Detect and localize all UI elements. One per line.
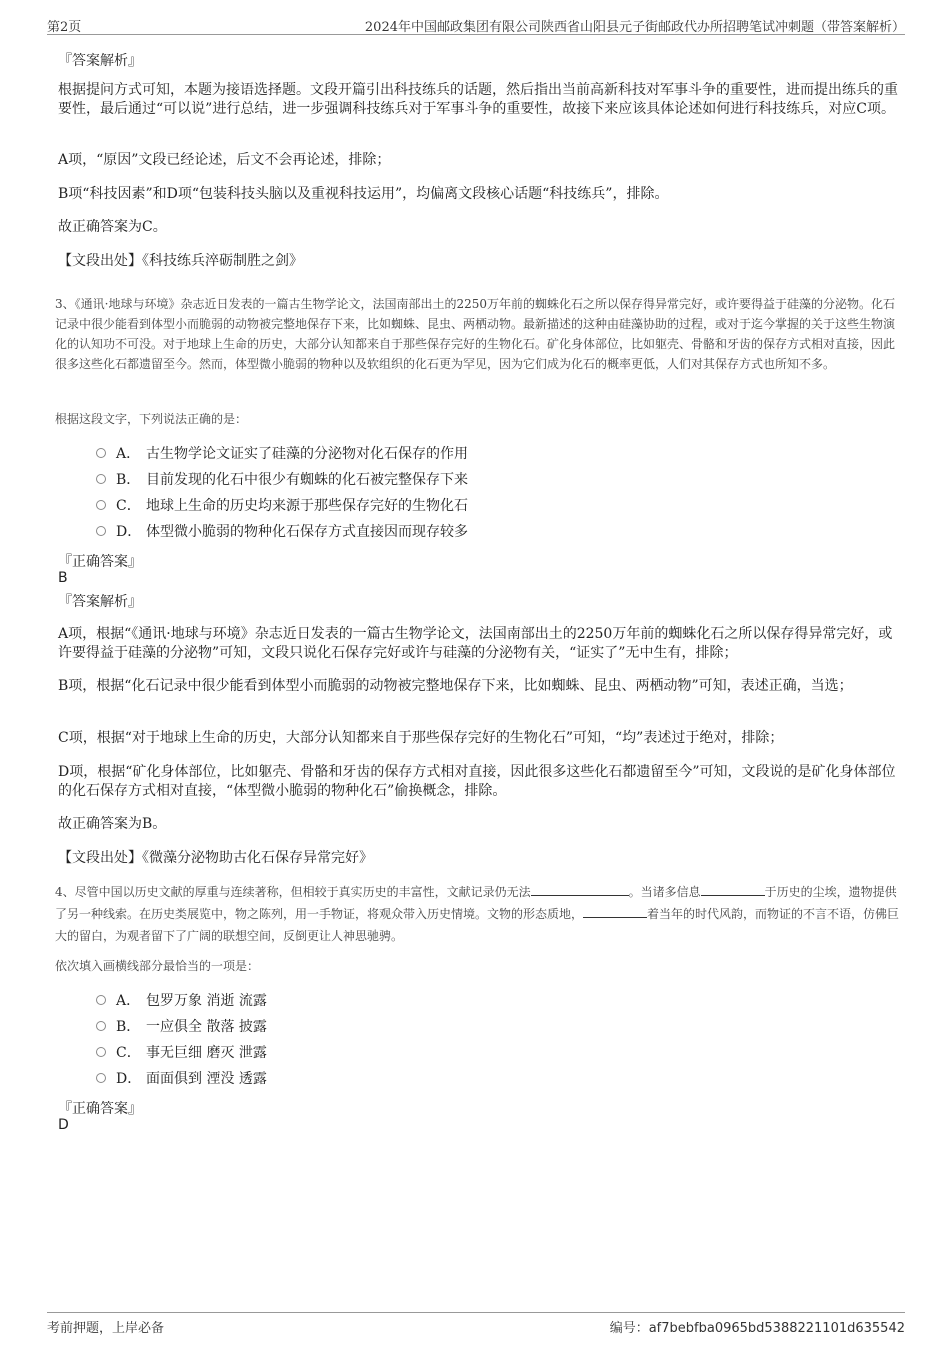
q4-question: 依次填入画横线部分最恰当的一项是： bbox=[55, 959, 260, 973]
q2-option-a-note: A项，“原因”文段已经论述，后文不会再论述，排除； bbox=[58, 152, 391, 168]
q2-source: 【文段出处】《科技练兵淬砺制胜之剑》 bbox=[58, 253, 303, 269]
q2-option-bd-note: B项“科技因素”和D项“包装科技头脑以及重视科技运用”，均偏离文段核心话题“科技练兵”，排除。 bbox=[58, 186, 669, 202]
q2-analysis: 根据提问方式可知，本题为接语选择题。文段开篇引出科技练兵的话题，然后指出当前高新科技对军事斗争的重要性，进而提出练兵的重要性，最后通过“可以说”进行总结，进一步强调科技练兵对于军事斗争的重要性，故接下来应该具体论述如何进行科技练兵，对应C项。 bbox=[58, 82, 898, 117]
q3-analysis-b: B项，根据“化石记录中很少能看到体型小而脆弱的动物被完整地保存下来，比如蜘蛛、昆虫、两栖动物”可知，表述正确，当选； bbox=[58, 678, 853, 694]
q3-answer: B bbox=[58, 570, 68, 586]
radio-icon[interactable] bbox=[96, 526, 106, 536]
q3-stem: 3、《通讯·地球与环境》杂志近日发表的一篇古生物学论文，法国南部出土的2250万年前的蜘蛛化石之所以保存得异常完好，或许要得益于硅藻的分泌物。化石记录中很少能看到体型小而脆弱的动物被完整地保存下来，比如蜘蛛、昆虫、两栖动物。最新描述的这种由硅藻协助的过程，或对于迄今掌握的关于这些生物演化的认知功不可没。对于地球上生命的历史，大部分认知都来自于那些保存完好的生物化石。矿化身体部位，比如躯壳、骨骼和牙齿的保存方式相对直接，因此很多这些化石都遗留至今。然而，体型微小脆弱的物种以及软组织的化石更为罕见，因为它们成为化石的概率更低，人们对其保存方式也所知不多。 bbox=[55, 297, 896, 371]
page-footer bbox=[47, 1312, 905, 1335]
q4-stem: 4、尽管中国以历史文献的厚重与连续著称，但相较于真实历史的丰富性，文献记录仍无法 。当诸多信息 于历史的尘埃，遗物提供了另一种线索。在历史类展览中，物之陈列，用一手物证，将观众带入历史情境。文物的形态质地， 着当年的时代风韵，而物证的不言不语，仿佛巨大的留白，为观者留下了广阔的联想空间，反倒更让人神思驰骋。 bbox=[55, 885, 900, 943]
q2-analysis-label: 『答案解析』 bbox=[58, 53, 142, 69]
page-header bbox=[47, 14, 905, 35]
q3-source: 【文段出处】《微藻分泌物助古化石保存异常完好》 bbox=[58, 850, 373, 866]
blank-1 bbox=[531, 883, 629, 896]
document-title: 2024年中国邮政集团有限公司陕西省山阳县元子街邮政代办所招聘笔试冲刺题（带答案解析） bbox=[364, 20, 905, 35]
q4-option-b[interactable]: B． 一应俱全 散落 披露 bbox=[96, 1017, 267, 1037]
q3-option-c[interactable]: C． 地球上生命的历史均来源于那些保存完好的生物化石 bbox=[96, 496, 468, 516]
q3-option-d[interactable]: D． 体型微小脆弱的物种化石保存方式直接因而现存较多 bbox=[96, 522, 468, 542]
q4-answer: D bbox=[58, 1117, 69, 1133]
radio-icon[interactable] bbox=[96, 1073, 106, 1083]
q3-analysis-label: 『答案解析』 bbox=[58, 594, 142, 610]
page-number: 第2页 bbox=[47, 20, 82, 35]
q4-option-d[interactable]: D． 面面俱到 湮没 透露 bbox=[96, 1069, 267, 1089]
radio-icon[interactable] bbox=[96, 1021, 106, 1031]
q3-analysis-c: C项，根据“对于地球上生命的历史，大部分认知都来自于那些保存完好的生物化石”可知，“均”表述过于绝对，排除； bbox=[58, 730, 784, 746]
blank-3 bbox=[583, 905, 647, 918]
radio-icon[interactable] bbox=[96, 474, 106, 484]
q3-analysis-a: A项，根据“《通讯·地球与环境》杂志近日发表的一篇古生物学论文，法国南部出土的2250万年前的蜘蛛化石之所以保存得异常完好，或许要得益于硅藻的分泌物”可知，文段只说化石保存完好或许与硅藻的分泌物有关，“证实了”无中生有，排除； bbox=[58, 626, 893, 661]
footer-code: 编号：af7bebfba0965bd5388221101d635542 bbox=[609, 1321, 905, 1336]
radio-icon[interactable] bbox=[96, 995, 106, 1005]
q3-option-a[interactable]: A． 古生物学论文证实了硅藻的分泌物对化石保存的作用 bbox=[96, 444, 468, 464]
q3-option-b[interactable]: B． 目前发现的化石中很少有蜘蛛的化石被完整保存下来 bbox=[96, 470, 468, 490]
footer-slogan: 考前押题，上岸必备 bbox=[47, 1321, 165, 1336]
radio-icon[interactable] bbox=[96, 1047, 106, 1057]
q2-conclusion: 故正确答案为C。 bbox=[58, 219, 167, 235]
q3-analysis-d: D项，根据“矿化身体部位，比如躯壳、骨骼和牙齿的保存方式相对直接，因此很多这些化石都遗留至今”可知，文段说的是矿化身体部位的化石保存方式相对直接，“体型微小脆弱的物种化石”偷换概念，排除。 bbox=[58, 764, 896, 799]
q3-conclusion: 故正确答案为B。 bbox=[58, 816, 167, 832]
blank-2 bbox=[701, 883, 765, 896]
q3-question: 根据这段文字，下列说法正确的是： bbox=[55, 412, 248, 426]
q4-option-a[interactable]: A． 包罗万象 消逝 流露 bbox=[96, 991, 267, 1011]
radio-icon[interactable] bbox=[96, 448, 106, 458]
q3-answer-label: 『正确答案』 bbox=[58, 554, 142, 570]
radio-icon[interactable] bbox=[96, 500, 106, 510]
q4-option-c[interactable]: C． 事无巨细 磨灭 泄露 bbox=[96, 1043, 267, 1063]
q4-answer-label: 『正确答案』 bbox=[58, 1101, 142, 1117]
